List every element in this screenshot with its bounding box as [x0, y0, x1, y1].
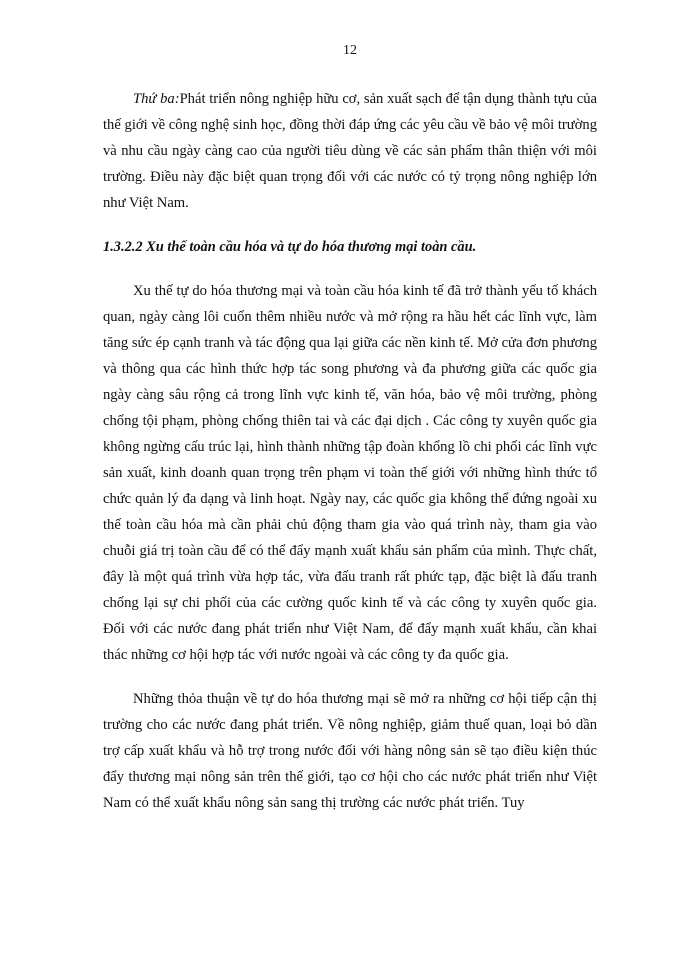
paragraph-globalization: Xu thế tự do hóa thương mại và toàn cầu hóa kinh tế đã trở thành yếu tố khách quan, ngày càng lôi cuốn thêm nhiều nước và mở rộng ra hầu hết các lĩnh vực, làm tăng sức ép cạnh tranh và tác động qua lại giữa các nền kinh tế. Mở cửa đơn phương và thông qua các hình thức hợp tác song phương và đa phương giữa các quốc gia ngày càng sâu rộng cả trong lĩnh vực kinh tế, văn hóa, bảo vệ môi trường, phòng chống tội phạm, phòng chống thiên tai và các đại dịch . Các công ty xuyên quốc gia không ngừng cấu trúc lại, hình thành những tập đoàn khổng lồ chi phối các lĩnh vực sản xuất, kinh doanh quan trọng trên phạm vi toàn thế giới với những hình thức tổ chức quản lý đa dạng và linh hoạt. Ngày nay, các quốc gia không thể đứng ngoài xu thế toàn cầu hóa mà cần phải chủ động tham gia vào quá trình này, tham gia vào chuỗi giá trị toàn cầu để có thể đẩy mạnh xuất khẩu sản phẩm của mình. Thực chất, đây là một quá trình vừa hợp tác, vừa đấu tranh rất phức tạp, đặc biệt là đấu tranh chống lại sự chi phối của các cường quốc kinh tế và các công ty xuyên quốc gia. Đối với các nước đang phát triển như Việt Nam, để đẩy mạnh xuất khẩu, cần khai thác những cơ hội hợp tác với nước ngoài và các công ty đa quốc gia. — [103, 283, 597, 663]
paragraph-lead: Thứ ba: — [133, 91, 180, 107]
section-heading: 1.3.2.2 Xu thế toàn cầu hóa và tự do hóa thương mại toàn cầu. — [103, 239, 477, 255]
paragraph-intro-text: Phát triển nông nghiệp hữu cơ, sản xuất sạch để tận dụng thành tựu của thế giới về công nghệ sinh học, đồng thời đáp ứng các yêu cầu về bảo vệ môi trường và nhu cầu ngày càng cao của người tiêu dùng về các sản phẩm thân thiện với môi trường. Điều này đặc biệt quan trọng đối với các nước có tỷ trọng nông nghiệp lớn như Việt Nam. — [103, 91, 597, 211]
paragraph-intro — [103, 86, 597, 216]
paragraph-trade-agreements: Những thỏa thuận về tự do hóa thương mại sẽ mở ra những cơ hội tiếp cận thị trường cho các nước đang phát triển. Về nông nghiệp, giảm thuế quan, loại bỏ dần trợ cấp xuất khẩu và hỗ trợ trong nước đối với hàng nông sản sẽ tạo điều kiện thúc đẩy thương mại nông sản trên thế giới, tạo cơ hội cho các nước phát triển như Việt Nam có thể xuất khẩu nông sản sang thị trường các nước phát triển. Tuy — [103, 691, 597, 811]
page-number: 12 — [343, 43, 357, 58]
document-body — [103, 86, 597, 816]
